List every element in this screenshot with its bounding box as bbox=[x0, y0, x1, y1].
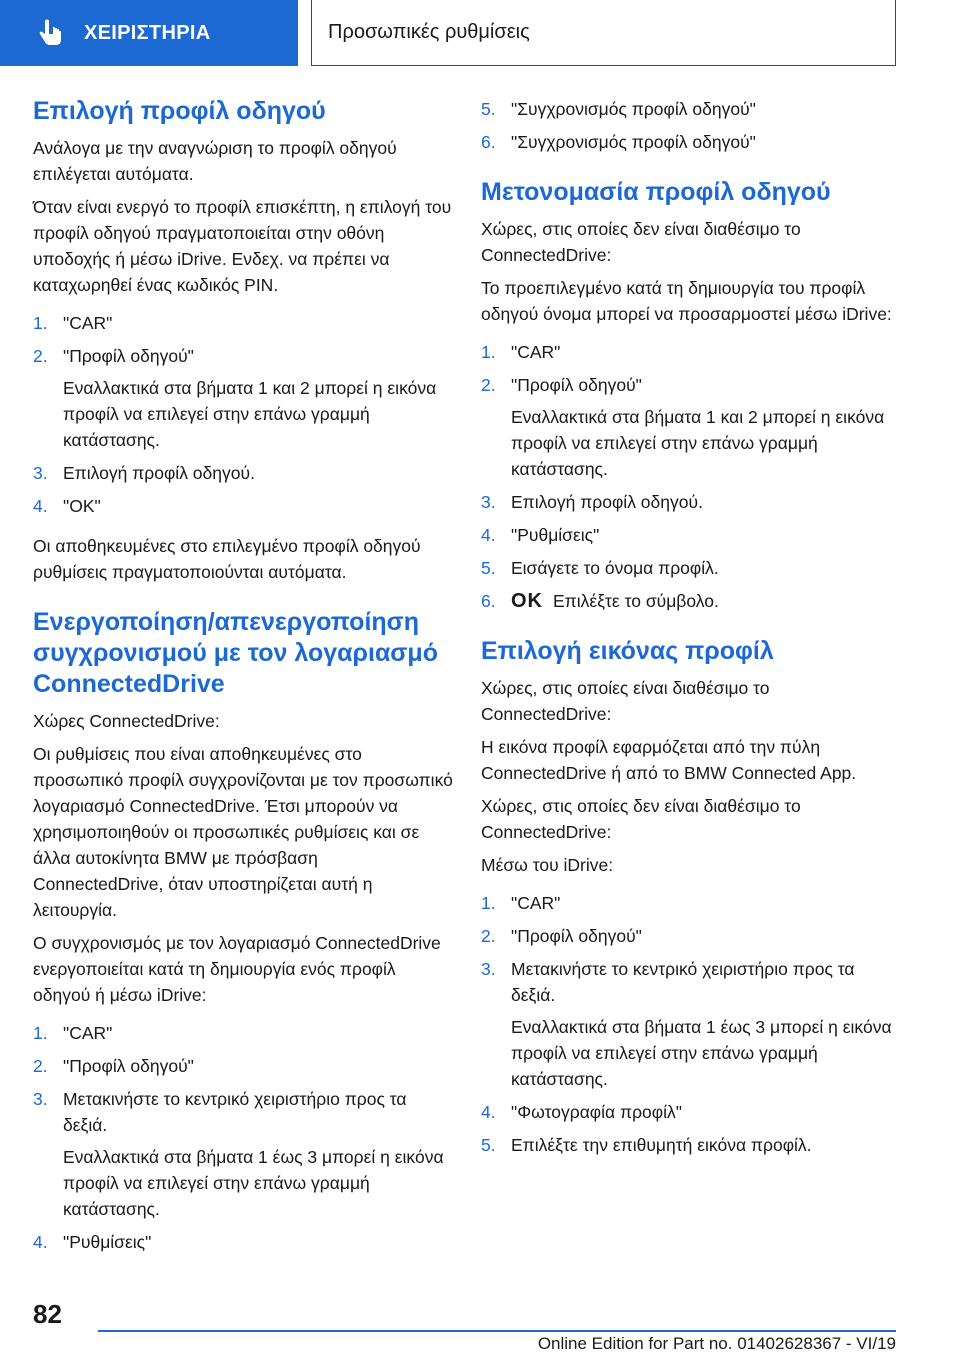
step-text: "Προφίλ οδηγού" bbox=[63, 1056, 194, 1076]
step-text: "Ρυθμίσεις" bbox=[511, 525, 600, 545]
step-text: Επιλογή προφίλ οδηγού. bbox=[63, 463, 255, 483]
step-text: "Προφίλ οδηγού" bbox=[511, 926, 642, 946]
step-text: "OK" bbox=[63, 496, 101, 516]
step-note: Εναλλακτικά στα βήματα 1 και 2 μπορεί η εικόνα προφίλ να επιλεγεί στην επάνω γραμμή κατάστασης. bbox=[511, 407, 885, 479]
paragraph: Όταν είναι ενεργό το προφίλ επισκέπτη, η επιλογή του προφίλ οδηγού πραγματοποιείται στην οθόνη υποδοχής ή μέσω iDrive. Ενδεχ. να πρέπει να καταχωρηθεί ένας κωδικός PIN. bbox=[33, 197, 452, 295]
step-text: "CAR" bbox=[63, 313, 113, 333]
list-item bbox=[481, 555, 901, 581]
step-number: 2. bbox=[33, 346, 48, 366]
paragraph: Οι ρυθμίσεις που είναι αποθηκευμένες στο προσωπικό προφίλ συγχρονίζονται με τον προσωπικό λογαριασμό ConnectedDrive. Έτσι μπορούν να χρησιμοποιηθούν οι προσωπικές ρυθμίσεις και σε άλλα αυτοκίνητα BMW με πρόσβαση ConnectedDrive, όταν υποστηρίζεται αυτή η λειτουργία. bbox=[33, 744, 453, 920]
step-text: Επιλογή προφίλ οδηγού. bbox=[511, 492, 703, 512]
list-item bbox=[481, 923, 901, 949]
list-item bbox=[481, 890, 901, 916]
heading-sync-connecteddrive: Ενεργοποίηση/απενεργοποίηση συγχρονισμού με τον λογαριασμό ConnectedDrive bbox=[33, 608, 438, 698]
list-item bbox=[481, 96, 901, 122]
list-item bbox=[481, 522, 901, 548]
paragraph: Ανάλογα με την αναγνώριση το προφίλ οδηγού επιλέγεται αυτόματα. bbox=[33, 138, 397, 184]
left-column bbox=[33, 96, 453, 1269]
list-item bbox=[33, 1229, 453, 1255]
step-text: "Φωτογραφία προφίλ" bbox=[511, 1102, 682, 1122]
step-number: 1. bbox=[481, 893, 496, 913]
list-item bbox=[481, 339, 901, 365]
step-text: "Συγχρονισμός προφίλ οδηγού" bbox=[511, 99, 756, 119]
list-item bbox=[481, 1099, 901, 1125]
list-item bbox=[33, 1020, 453, 1046]
list-item bbox=[33, 1053, 453, 1079]
step-text: "CAR" bbox=[511, 893, 561, 913]
step-number: 4. bbox=[481, 1102, 496, 1122]
list-item bbox=[33, 310, 453, 336]
step-number: 6. bbox=[481, 591, 496, 611]
step-note: Εναλλακτικά στα βήματα 1 έως 3 μπορεί η εικόνα προφίλ να επιλεγεί στην επάνω γραμμή κατάστασης. bbox=[63, 1147, 444, 1219]
hand-pointer-icon bbox=[36, 18, 66, 48]
step-text: "Προφίλ οδηγού" bbox=[511, 375, 642, 395]
list-item bbox=[33, 1086, 453, 1222]
step-number: 3. bbox=[33, 463, 48, 483]
step-number: 1. bbox=[33, 1023, 48, 1043]
step-number: 2. bbox=[33, 1056, 48, 1076]
steps-list bbox=[481, 96, 901, 155]
step-number: 5. bbox=[481, 1135, 496, 1155]
footer-divider bbox=[98, 1330, 896, 1332]
step-number: 4. bbox=[33, 496, 48, 516]
step-number: 5. bbox=[481, 558, 496, 578]
paragraph: Χώρες ConnectedDrive: bbox=[33, 711, 220, 731]
step-text: "Ρυθμίσεις" bbox=[63, 1232, 152, 1252]
step-text: Επιλέξτε την επιθυμητή εικόνα προφίλ. bbox=[511, 1135, 812, 1155]
chapter-tab bbox=[0, 0, 298, 66]
section-title: Προσωπικές ρυθμίσεις bbox=[328, 21, 530, 43]
list-item bbox=[481, 489, 901, 515]
step-number: 4. bbox=[33, 1232, 48, 1252]
page-number: 82 bbox=[33, 1299, 62, 1329]
step-number: 3. bbox=[481, 959, 496, 979]
step-number: 2. bbox=[481, 926, 496, 946]
list-item bbox=[481, 129, 901, 155]
ok-icon: OK bbox=[511, 590, 543, 612]
edition-note: Online Edition for Part no. 01402628367 - VI/19 bbox=[537, 1334, 896, 1353]
right-column bbox=[481, 96, 901, 1172]
paragraph: Χώρες, στις οποίες δεν είναι διαθέσιμο το ConnectedDrive: bbox=[481, 219, 801, 265]
steps-list bbox=[33, 310, 453, 519]
list-item bbox=[33, 460, 453, 486]
step-text: "CAR" bbox=[511, 342, 561, 362]
heading-rename-driver-profile: Μετονομασία προφίλ οδηγού bbox=[481, 178, 831, 206]
step-number: 3. bbox=[33, 1089, 48, 1109]
list-item bbox=[481, 956, 901, 1092]
list-item bbox=[481, 372, 901, 482]
page-header bbox=[0, 0, 960, 66]
paragraph: Ο συγχρονισμός με τον λογαριασμό ConnectedDrive ενεργοποιείται κατά τη δημιουργία ενός προφίλ οδηγού ή μέσω iDrive: bbox=[33, 933, 441, 1005]
heading-select-profile-picture: Επιλογή εικόνας προφίλ bbox=[481, 637, 774, 665]
paragraph: Το προεπιλεγμένο κατά τη δημιουργία του προφίλ οδηγού όνομα μπορεί να προσαρμοστεί μέσω iDrive: bbox=[481, 278, 892, 324]
steps-list bbox=[33, 1020, 453, 1255]
list-item bbox=[33, 343, 453, 453]
steps-list bbox=[481, 339, 901, 614]
list-item bbox=[481, 588, 901, 614]
step-number: 3. bbox=[481, 492, 496, 512]
paragraph: Μέσω του iDrive: bbox=[481, 855, 614, 875]
paragraph: Η εικόνα προφίλ εφαρμόζεται από την πύλη ConnectedDrive ή από το BMW Connected App. bbox=[481, 737, 857, 783]
section-title-box bbox=[311, 0, 896, 66]
step-text: "Προφίλ οδηγού" bbox=[63, 346, 194, 366]
step-number: 4. bbox=[481, 525, 496, 545]
step-text: Επιλέξτε το σύμβολο. bbox=[553, 591, 719, 611]
step-text: "CAR" bbox=[63, 1023, 113, 1043]
step-text: Μετακινήστε το κεντρικό χειριστήριο προς τα δεξιά. bbox=[511, 959, 855, 1005]
heading-select-driver-profile: Επιλογή προφίλ οδηγού bbox=[33, 97, 326, 125]
list-item bbox=[481, 1132, 901, 1158]
chapter-label: ΧΕΙΡΙΣΤΗΡΙΑ bbox=[84, 21, 211, 44]
list-item bbox=[33, 493, 453, 519]
step-note: Εναλλακτικά στα βήματα 1 και 2 μπορεί η εικόνα προφίλ να επιλεγεί στην επάνω γραμμή κατάστασης. bbox=[63, 378, 437, 450]
step-number: 6. bbox=[481, 132, 496, 152]
paragraph: Χώρες, στις οποίες δεν είναι διαθέσιμο το ConnectedDrive: bbox=[481, 796, 801, 842]
step-note: Εναλλακτικά στα βήματα 1 έως 3 μπορεί η εικόνα προφίλ να επιλεγεί στην επάνω γραμμή κατάστασης. bbox=[511, 1017, 892, 1089]
steps-list bbox=[481, 890, 901, 1158]
step-number: 5. bbox=[481, 99, 496, 119]
step-number: 1. bbox=[481, 342, 496, 362]
step-number: 1. bbox=[33, 313, 48, 333]
paragraph: Οι αποθηκευμένες στο επιλεγμένο προφίλ οδηγού ρυθμίσεις πραγματοποιούνται αυτόματα. bbox=[33, 536, 421, 582]
step-text: Εισάγετε το όνομα προφίλ. bbox=[511, 558, 719, 578]
step-text: "Συγχρονισμός προφίλ οδηγού" bbox=[511, 132, 756, 152]
step-text: Μετακινήστε το κεντρικό χειριστήριο προς τα δεξιά. bbox=[63, 1089, 407, 1135]
paragraph: Χώρες, στις οποίες είναι διαθέσιμο το ConnectedDrive: bbox=[481, 678, 770, 724]
step-number: 2. bbox=[481, 375, 496, 395]
